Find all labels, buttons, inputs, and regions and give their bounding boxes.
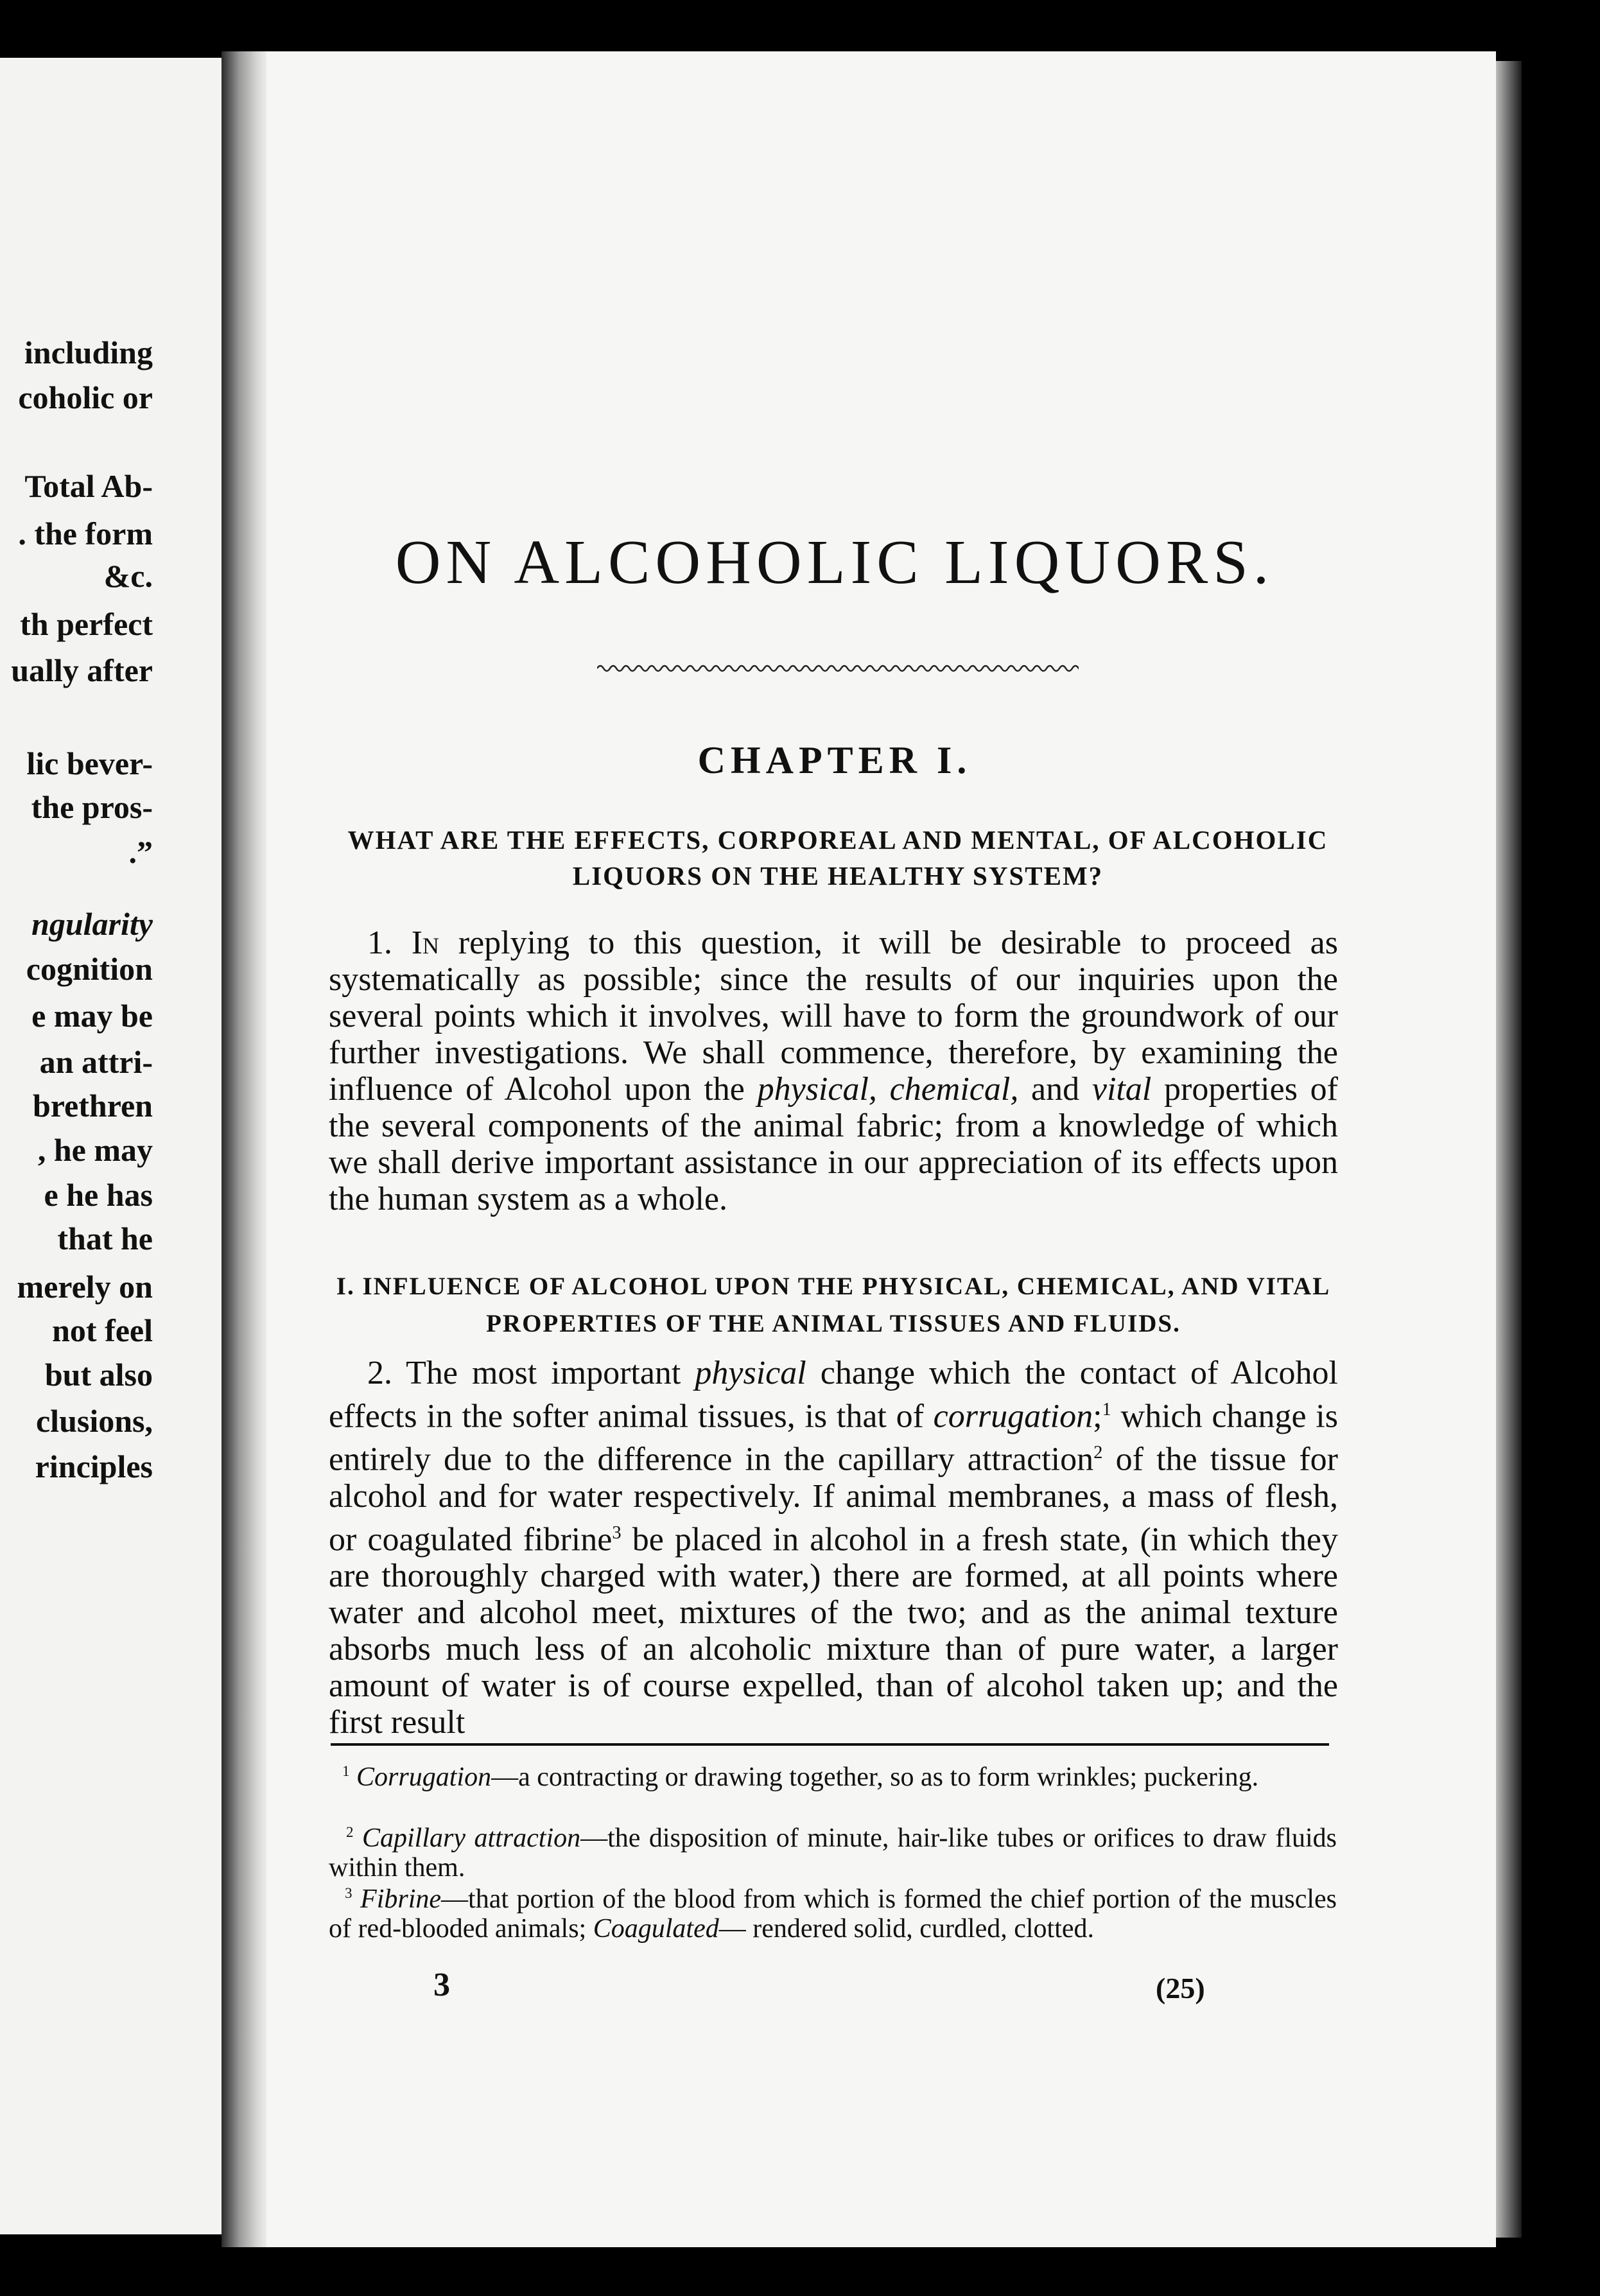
left-page-line: ngularity bbox=[31, 906, 153, 942]
para-emphasis: physical, chemical, bbox=[757, 1071, 1019, 1108]
footnote-mark: 3 bbox=[345, 1884, 352, 1901]
footnote-ref: 3 bbox=[612, 1522, 622, 1543]
left-page-line: clusions, bbox=[35, 1403, 153, 1439]
left-page-line: e he has bbox=[44, 1177, 153, 1213]
left-page-line: ually after bbox=[11, 652, 153, 688]
left-page-line: the pros- bbox=[31, 789, 153, 825]
footnote-ref: 1 bbox=[1102, 1400, 1111, 1420]
left-page-line: including bbox=[24, 335, 153, 370]
footnote-term: Capillary attraction bbox=[361, 1823, 581, 1853]
para-emphasis: physical bbox=[695, 1355, 806, 1391]
left-page-line: . the form bbox=[18, 516, 153, 552]
left-page-line: an attri- bbox=[39, 1044, 153, 1080]
left-page-line: coholic or bbox=[18, 379, 153, 415]
left-page-line: not feel bbox=[52, 1312, 153, 1348]
para-smallcap: In bbox=[411, 925, 440, 961]
left-page-line: cognition bbox=[26, 951, 153, 987]
footnote-text: — rendered solid, curdled, clotted. bbox=[718, 1914, 1095, 1944]
para-text: The most important bbox=[392, 1355, 695, 1391]
footnote-1 bbox=[329, 1756, 1337, 1792]
paragraph-1 bbox=[329, 925, 1338, 1217]
footnote-mark: 1 bbox=[342, 1762, 350, 1779]
book-gutter bbox=[222, 51, 266, 2247]
left-page-line: brethren bbox=[32, 1088, 153, 1124]
left-page-line: e may be bbox=[31, 998, 153, 1034]
para-number: 2. bbox=[367, 1355, 392, 1391]
left-page-line: &c. bbox=[103, 558, 153, 594]
book-title: ON ALCOHOLIC LIQUORS. bbox=[395, 528, 1274, 597]
para-text: properties of the several components of the animal fabric; from a knowledge of which we shall derive important assistance in our appreciation of its effects upon the human system as a whole. bbox=[329, 1071, 1338, 1217]
left-page-line: rinciples bbox=[35, 1448, 153, 1484]
footnote-term: Fibrine bbox=[360, 1884, 442, 1914]
para-text: be placed in alcohol in a fresh state, (in which they are thoroughly charged with water,) there are formed, at all points where water and alcohol meet, mixtures of the two; and as the animal texture absorbs much less of an alcoholic mixture than of pure water, a larger amount of water is of course expelled, than of alcohol taken up; and the first result bbox=[329, 1520, 1338, 1741]
para-number: 1. bbox=[367, 925, 392, 961]
left-page-line: .” bbox=[128, 834, 153, 870]
footnote-3 bbox=[329, 1878, 1337, 1944]
footnote-term: Coagulated bbox=[593, 1914, 719, 1944]
left-page-line: that he bbox=[57, 1221, 153, 1257]
left-page-line: but also bbox=[44, 1357, 153, 1393]
left-page-line: th perfect bbox=[20, 606, 153, 642]
signature-mark: 3 bbox=[433, 1967, 450, 2003]
left-page-line: Total Ab- bbox=[24, 468, 153, 504]
paragraph-2 bbox=[329, 1355, 1338, 1741]
page-edge bbox=[1496, 61, 1522, 2238]
para-emphasis: corrugation bbox=[933, 1398, 1093, 1435]
footnote-mark: 2 bbox=[345, 1823, 354, 1840]
footnote-text: —the disposition of minute, hair-like tubes or orifices to draw fluids within them. bbox=[329, 1823, 1337, 1883]
footnote-2 bbox=[329, 1817, 1337, 1883]
left-page-line: merely on bbox=[17, 1269, 153, 1305]
para-emphasis: vital bbox=[1091, 1071, 1152, 1108]
chapter-heading: CHAPTER I. bbox=[697, 739, 972, 781]
footnote-text: —that portion of the blood from which is formed the chief portion of the muscles of red-blooded animals; bbox=[329, 1884, 1337, 1944]
page-number: (25) bbox=[1156, 1972, 1205, 2005]
section-heading: I. INFLUENCE OF ALCOHOL UPON THE PHYSICAL, CHEMICAL, AND VITAL PROPERTIES OF THE ANIMAL TISSUES AND FLUIDS. bbox=[336, 1273, 1331, 1337]
chapter-question: WHAT ARE THE EFFECTS, CORPOREAL AND MENTAL, OF ALCOHOLIC LIQUORS ON THE HEALTHY SYSTEM? bbox=[347, 825, 1328, 891]
para-text: ; bbox=[1093, 1398, 1102, 1435]
para-text: which change is entirely due to the difference in the capillary attraction bbox=[329, 1398, 1338, 1478]
para-text: and bbox=[1018, 1071, 1092, 1108]
para-text: replying to this question, it will be desirable to proceed as systematically as possible; since the results of our inquiries upon the several points which it involves, will have to form the groundwork of our further investigations. We shall commence, therefore, by examining the influence of Alcohol upon the bbox=[329, 925, 1338, 1108]
footnote-term: Corrugation bbox=[356, 1762, 492, 1792]
para-text: of the tissue for alcohol and for water respectively. If animal membranes, a mass of flesh, or coagulated fibrine bbox=[329, 1441, 1338, 1558]
footnote-rule bbox=[331, 1743, 1329, 1746]
left-page-line: , he may bbox=[37, 1132, 153, 1168]
left-page-line: lic bever- bbox=[26, 745, 153, 781]
para-text: change which the contact of Alcohol effects in the softer animal tissues, is that of bbox=[329, 1355, 1338, 1435]
title-ornament bbox=[597, 661, 1079, 675]
footnote-ref: 2 bbox=[1093, 1443, 1103, 1463]
footnote-text: —a contracting or drawing together, so as to form wrinkles; puckering. bbox=[491, 1762, 1259, 1792]
